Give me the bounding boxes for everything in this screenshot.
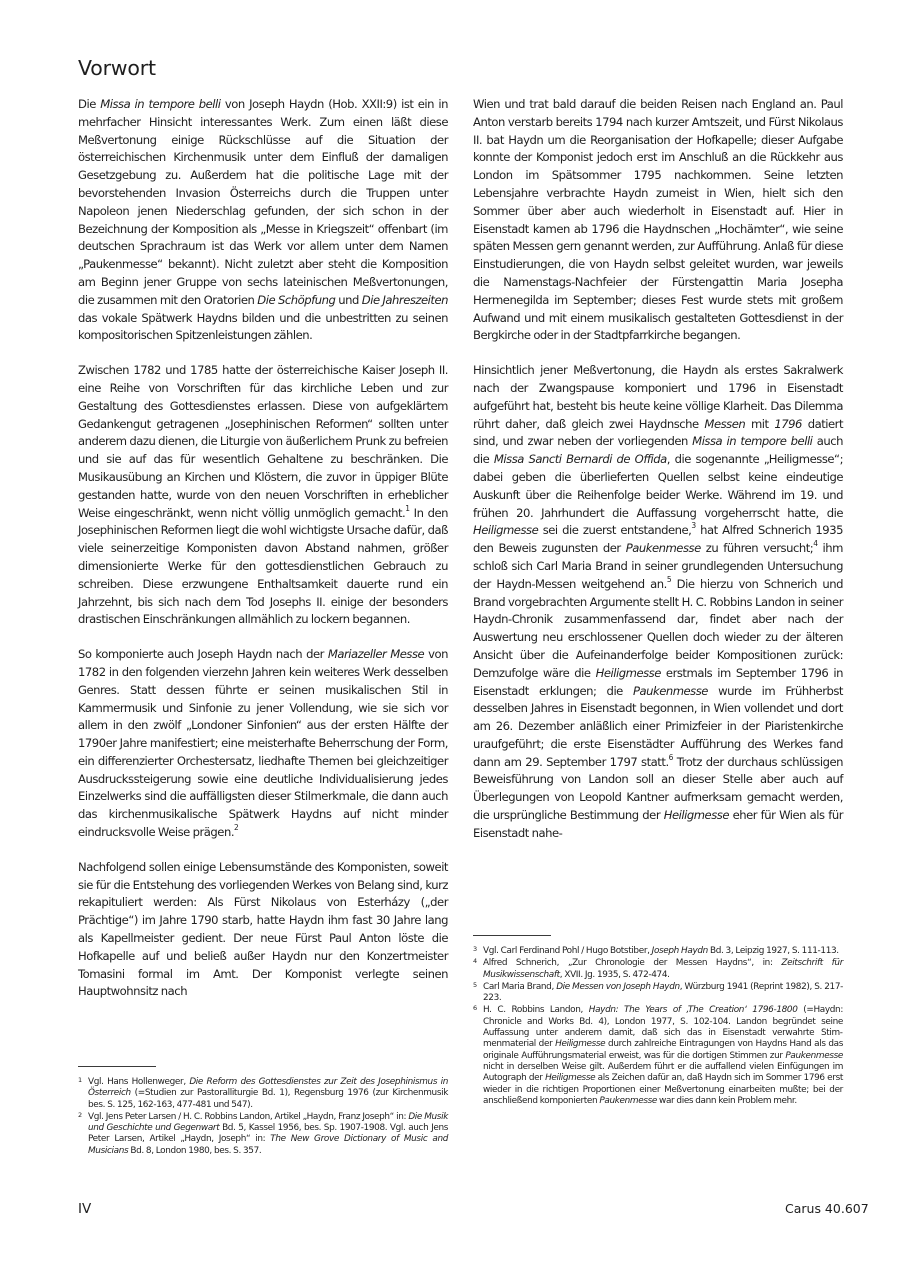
footnote-number: 6 (473, 1004, 477, 1013)
footnote: 6 H. C. Robbins Landon, Haydn: The Years of ‚The Creation‘ 1796-1800 (=Haydn: Chronicle and Works Bd. 4), London 1977, S. 102-104. Landon begründet seine Auffassung unter anderem damit, daß sich das in Eisenstadt verwahrte Stimmenmaterial der Heiligmesse durch zahlreiche Eintragungen von Haydns Hand als das originale Aufführungsmaterial erweist, was für die dortigen Stimmen zur Paukenmesse nicht in derselben Weise gilt. Außerdem führt er die auffallend vielen Einfügungen im Autograph der Heiligmesse als Zeichen dafür an, daß Haydn sich im Sommer 1796 erst wieder in die richtigen Proportionen einer Meßvertonung einarbeiten mußte; bei der anschließend komponierten Paukenmesse war dies dann kein Problem mehr. (473, 1004, 844, 1106)
footnote-divider (78, 1066, 156, 1067)
footnote: 4 Alfred Schnerich, „Zur Chronologie der Messen Haydns“, in: Zeitschrift für Musikwissenschaft, XVII. Jg. 1935, S. 472-474. (473, 957, 844, 980)
footnote-divider (473, 935, 551, 936)
text-column-left (78, 96, 448, 1018)
text-column-right (473, 96, 843, 860)
footnote-number: 2 (78, 1110, 82, 1119)
footnote-ref: 4 (813, 539, 818, 549)
body-paragraph: Nachfolgend sollen einige Lebensumstände des Komponisten, soweit sie für die Entstehung des vorliegenden Werkes von Belang sind, kurz rekapituliert werden: Als Fürst Nikolaus von Esterházy („der Prächtige“) im Jahre 1790 starb, hatte Haydn ihm fast 30 Jahre lang als Kapellmeister gedient. Der neue Fürst Paul Anton löste die Hofkapelle auf und beließ außer Haydn nur den Konzertmeister Tomasini formal im Amt. Der Komponist verlegte seinen Hauptwohnsitz nach (78, 859, 448, 999)
body-paragraph: Wien und trat bald darauf die beiden Reisen nach England an. Paul Anton verstarb bereits 1794 nach kurzer Amtszeit, und Fürst Nikolaus II. bat Haydn um die Reorganisation der Hofkapelle; dieser Aufgabe konnte der Komponist jedoch erst im Anschluß an die Rückkehr aus London im Spätsommer 1795 nachkommen. Seine letzten Lebensjahre verbrachte Haydn zumeist in Wien, hielt sich den Sommer über aber auch wiederholt in Eisenstadt auf. Hier in Eisenstadt kamen ab 1796 die Haydnschen „Hochämter“, wie seine späten Messen gern genannt werden, zur Aufführung. Anlaß für diese Einstudierungen, die von Haydn selbst geleitet wurden, war jeweils die Namenstags-Nachfeier der Fürstengattin Maria Josepha Hermenegilda im September; dieses Fest wurde stets mit großem Aufwand und mit einem musikalisch gestalteten Gottesdienst in der Bergkirche oder in der Stadtpfarrkirche begangen. (473, 97, 843, 343)
body-paragraph: So komponierte auch Joseph Haydn nach der Mariazeller Messe von 1782 in den folgenden vierzehn Jahren kein weiteres Werk desselben Genres. Statt dessen führte er seinen musikalischen Stil in Kammermusik und Sinfonie zu jener Vollendung, wie sie sich vor allem in den zwölf „Londoner Sinfonien“ aus der ersten Hälfte der 1790er Jahre manifestiert; eine meisterhafte Beherrschung der Form, ein differenzierter Orchestersatz, liedhafte Themen bei gleichzeitiger Ausdruckssteigerung sowie eine deutliche Individualisierung jedes Einzelwerks sind die auffälligsten dieser Stilmerkmale, die dann auch das kirchenmusikalische Spätwerk Haydns auf nicht minder eindrucksvolle Weise prägen.$^2$ (78, 647, 448, 840)
footnote-ref: 6 (668, 752, 673, 762)
footnote-ref: 1 (405, 503, 410, 513)
footnote: 2 Vgl. Jens Peter Larsen / H. C. Robbins Landon, Artikel „Haydn, Franz Joseph“ in: Die Musik und Geschichte und Gegenwart Bd. 5, Kassel 1956, bes. Sp. 1907-1908. Vgl. auch Jens Peter Larsen, Artikel „Haydn, Joseph“ in: The New Grove Dictionary of Music and Musicians Bd. 8, London 1980, bes. S. 357. (78, 1110, 448, 1156)
footnotes-left (78, 1066, 448, 1158)
footnote: 5 Carl Maria Brand, Die Messen von Joseph Haydn, Würzburg 1941 (Reprint 1982), S. 217-223. (473, 980, 843, 1004)
catalog-number: Carus 40.607 (785, 1201, 869, 1216)
footnote-ref: 5 (666, 574, 672, 584)
footnote-number: 5 (473, 980, 477, 989)
footnote-ref: 2 (234, 823, 239, 833)
footnote: 3 Vgl. Carl Ferdinand Pohl / Hugo Botstiber, Joseph Haydn Bd. 3, Leipzig 1927, S. 111-113. (473, 945, 839, 956)
footnote-number: 4 (473, 957, 477, 966)
footnote-ref: 3 (691, 521, 696, 531)
footnotes-right (473, 935, 843, 1108)
body-paragraph: Die Missa in tempore belli von Joseph Haydn (Hob. XXII:9) ist ein in mehrfacher Hinsicht interessantes Werk. Zum einen läßt diese Meßvertonung einige Rückschlüsse auf die Situation der österreichischen Kirchenmusik unter dem Einfluß der damaligen Gesetzgebung zu. Außerdem hat die politische Lage mit der bevorstehenden Invasion Österreichs durch die Truppen unter Napoleon jenen Niederschlag gefunden, der sich schon in der Bezeichnung der Komposition als „Messe in Kriegszeit“ offenbart (im deutschen Sprachraum ist das Werk vor allem unter dem Namen „Paukenmesse“ bekannt). Nicht zuletzt aber steht die Komposition am Beginn jener Gruppe von sechs lateinischen Meßvertonungen, die zusammen mit den Oratorien Die Schöpfung und Die Jahreszeiten das vokale Spätwerk Haydns bilden und die unbestritten zu seinen kompositorischen Spitzenleistungen zählen. (78, 97, 449, 343)
page-number: IV (78, 1201, 92, 1217)
body-paragraph: Zwischen 1782 und 1785 hatte der österreichische Kaiser Joseph II. eine Reihe von Vorschriften für das kirchliche Leben und zur Gestaltung des Gottesdienstes erlassen. Diese von aufgeklärtem Gedankengut getragenen „Josephinischen Reformen“ sollten unter anderem dazu dienen, die Liturgie von äußerlichem Prunk zu befreien und sie auf das für wesentlich Gehaltene zu beschränken. Die Musikausübung an Kirchen und Klöstern, die zuvor in üppiger Blüte gestanden hatte, wurde von den neuen Vorschriften in erheblicher Weise eingeschränkt, wenn nicht völlig unmöglich gemacht.$^1$ In den Josephinischen Reformen liegt die wohl wichtigste Ursache dafür, daß viele seinerzeitige Komponisten davon Abstand nahmen, größer dimensionierte Werke für den gottesdienstlichen Gebrauch zu schreiben. Diese erzwungene Enthaltsamkeit dauerte rund ein Jahrzehnt, bis sich nach dem Tod Josephs II. einige der besonders drastischen Einschränkungen allmählich zu lockern begannen. (78, 363, 448, 627)
footnote: 1 Vgl. Hans Hollenweger, Die Reform des Gottesdienstes zur Zeit des Josephinismus in Österreich (=Studien zur Pastoralliturgie Bd. 1), Regensburg 1976 (zur Kirchenmusik bes. S. 125, 162-163, 477-481 und 547). (78, 1076, 449, 1110)
body-paragraph: Hinsichtlich jener Meßvertonung, die Haydn als erstes Sakralwerk nach der Zwangspause komponiert und 1796 in Eisenstadt aufgeführt hat, besteht bis heute keine völlige Klarheit. Das Dilemma rührt daher, daß gleich zwei Haydnsche Messen mit 1796 datiert sind, und zwar neben der vorliegenden Missa in tempore belli auch die Missa Sancti Bernardi de Offida, die sogenannte „Heiligmesse“; dabei geben die überlieferten Quellen selbst keine eindeutige Auskunft über die Reihenfolge beider Werke. Während im 19. und frühen 20. Jahrhundert die Auffassung vorgeherrscht hatte, die Heiligmesse sei die zuerst entstandene,$^3$ hat Alfred Schnerich 1935 den Beweis zugunsten der Paukenmesse zu führen versucht;$^4$ ihm schloß sich Carl Maria Brand in seiner grundlegenden Untersuchung der Haydn-Messen weitgehend an.$^5$ Die hierzu von Schnerich und Brand vorgebrachten Argumente stellt H. C. Robbins Landon in seiner Haydn-Chronik zusammenfassend dar, findet aber nach der Auswertung neu erschlossener Quellen doch wieder zu der älteren Ansicht über die Aufeinanderfolge beider Kompositionen zurück: Demzufolge wäre die Heiligmesse erstmals im September 1796 in Eisenstadt erklungen; die Paukenmesse wurde im Frühherbst desselben Jahres in Eisenstadt begonnen, in Wien vollendet und dort am 26. Dezember anläßlich einer Primizfeier in der Piaristenkirche uraufgeführt; die erste Eisenstädter Aufführung des Werkes fand dann am 29. September 1797 statt.$^6$ Trotz der durchaus schlüssigen Beweisführung von Landon soll an dieser Stelle aber auch auf Überlegungen von Leopold Kantner aufmerksam gemacht werden, die ursprüngliche Bestimmung der Heiligmesse eher für Wien als für Eisenstadt nahe- (473, 363, 844, 840)
page-title: Vorwort (78, 56, 156, 80)
footnote-number: 3 (473, 945, 477, 953)
footnote-number: 1 (78, 1076, 82, 1084)
